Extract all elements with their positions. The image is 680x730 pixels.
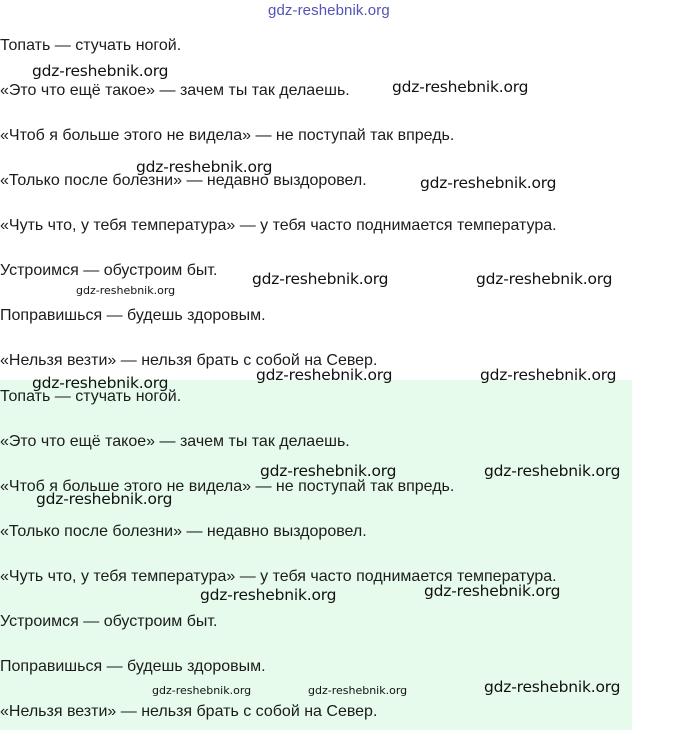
watermark: gdz-reshebnik.org <box>484 678 621 696</box>
watermark: gdz-reshebnik.org <box>136 158 273 176</box>
text-line-7: Поправишься — будешь здоровым. <box>0 307 266 324</box>
watermark: gdz-reshebnik.org <box>200 586 337 604</box>
watermark: gdz-reshebnik.org <box>260 462 397 480</box>
highlighted-line-1: Топать — стучать ногой. <box>0 388 182 405</box>
text-line-1: Топать — стучать ногой. <box>0 37 182 54</box>
highlighted-line-2: «Это что ещё такое» — зачем ты так делаешь. <box>0 433 350 450</box>
watermark: gdz-reshebnik.org <box>32 62 169 80</box>
watermark: gdz-reshebnik.org <box>424 582 561 600</box>
highlighted-line-3: «Чтоб я больше этого не видела» — не поступай так впредь. <box>0 478 455 495</box>
watermark: gdz-reshebnik.org <box>392 78 529 96</box>
watermark: gdz-reshebnik.org <box>252 270 389 288</box>
watermark: gdz-reshebnik.org <box>76 284 176 297</box>
text-line-4: «Только после болезни» — недавно выздоровел. <box>0 172 367 189</box>
highlighted-line-4: «Только после болезни» — недавно выздоровел. <box>0 523 367 540</box>
highlighted-line-5: «Чуть что, у тебя температура» — у тебя часто поднимается температура. <box>0 568 557 585</box>
text-line-8: «Нельзя везти» — нельзя брать с собой на Север. <box>0 352 378 369</box>
text-line-6: Устроимся — обустроим быт. <box>0 262 218 279</box>
text-line-2: «Это что ещё такое» — зачем ты так делаешь. <box>0 82 350 99</box>
text-line-3: «Чтоб я больше этого не видела» — не поступай так впредь. <box>0 127 455 144</box>
highlighted-line-6: Устроимся — обустроим быт. <box>0 613 218 630</box>
watermark: gdz-reshebnik.org <box>256 366 393 384</box>
highlighted-line-8: «Нельзя везти» — нельзя брать с собой на Север. <box>0 703 378 720</box>
watermark: gdz-reshebnik.org <box>484 462 621 480</box>
watermark: gdz-reshebnik.org <box>308 684 408 697</box>
highlighted-line-7: Поправишься — будешь здоровым. <box>0 658 266 675</box>
watermark: gdz-reshebnik.org <box>476 270 613 288</box>
watermark: gdz-reshebnik.org <box>36 490 173 508</box>
watermark: gdz-reshebnik.org <box>32 374 169 392</box>
watermark: gdz-reshebnik.org <box>480 366 617 384</box>
top-site-watermark: gdz-reshebnik.org <box>268 2 390 19</box>
text-line-5: «Чуть что, у тебя температура» — у тебя часто поднимается температура. <box>0 217 557 234</box>
watermark: gdz-reshebnik.org <box>420 174 557 192</box>
watermark: gdz-reshebnik.org <box>152 684 252 697</box>
